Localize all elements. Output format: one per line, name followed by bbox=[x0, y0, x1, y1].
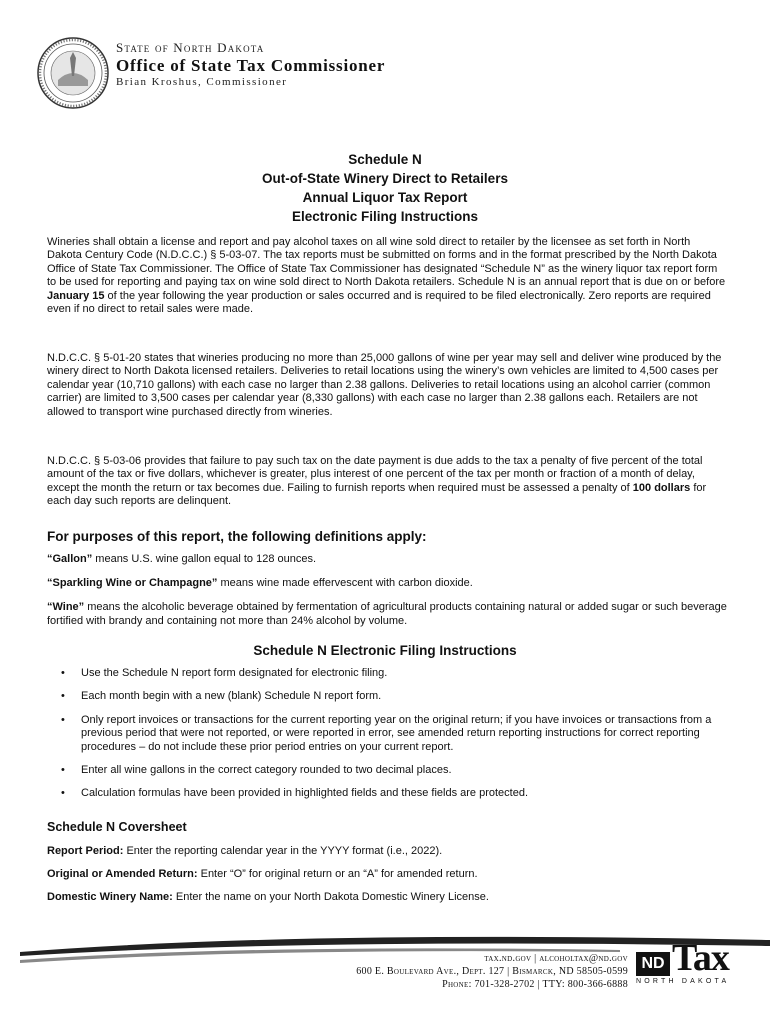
title-line-1: Schedule N bbox=[348, 152, 422, 167]
document-title-block bbox=[0, 150, 770, 226]
definition-gallon: “Gallon” means U.S. wine gallon equal to 128 ounces. bbox=[47, 553, 317, 565]
title-line-4: Electronic Filing Instructions bbox=[291, 209, 479, 224]
intro-paragraph-2: N.D.C.C. § 5-01-20 states that wineries producing no more than 25,000 gallons of wine per year may sell and deliver wine produced by the winery direct to North Dakota licensed retailers. Deliveries to retail locations using the winery’s own vehicles are limited to 4,500 cases per calendar year (10,710 gallons) with each case no larger than 2.38 gallons. Deliveries to retail locations using an alcohol carrier (common carrier) are limited to 3,500 cases per calendar year (8,330 gallons) with each case no larger than 2.38 gallons each. Retailers are not allowed to transport wine purchased directly from wineries. bbox=[47, 352, 722, 418]
coversheet-report-period: Report Period: Enter the reporting calendar year in the YYYY format (i.e., 2022). bbox=[47, 845, 443, 857]
list-item: • Calculation formulas have been provided in highlighted fields and these fields are protected. bbox=[61, 787, 529, 800]
instructions-list bbox=[59, 667, 729, 811]
office-name: Office of State Tax Commissioner bbox=[116, 56, 386, 75]
footer-phone: Phone: 701-328-2702 | TTY: 800-366-6888 bbox=[442, 979, 628, 990]
list-item: • Use the Schedule N report form designated for electronic filing. bbox=[61, 667, 388, 679]
nd-tax-logo bbox=[636, 937, 736, 988]
bullet-icon: • bbox=[61, 690, 65, 703]
footer-contact bbox=[356, 952, 628, 991]
commissioner-name: Brian Kroshus, Commissioner bbox=[116, 76, 288, 88]
list-item: • Enter all wine gallons in the correct category rounded to two decimal places. bbox=[61, 764, 452, 777]
footer-address: 600 E. Boulevard Ave., Dept. 127 | Bismarck, ND 58505-0599 bbox=[356, 966, 628, 977]
instructions-heading: Schedule N Electronic Filing Instructions bbox=[253, 643, 517, 658]
intro-paragraph-1: Wineries shall obtain a license and report and pay alcohol taxes on all wine sold direct to retailer by the licensee as set forth in North Dakota Century Code (N.D.C.C.) § 5-03-07. The tax reports must be submitted on forms and in the format prescribed by the North Dakota Office of State Tax Commissioner. The Office of State Tax Commissioner has designated “Schedule N” as the winery liquor tax report form to be used for reporting and paying tax on wine sold direct to North Dakota retailers. Schedule N is an annual report that is due on or before January 15 of the year following the year production or sales occurred and is required to be filed electronically. Zero reports are required even if no direct to retail sales were made. bbox=[47, 236, 726, 316]
logo-nd-box: ND bbox=[636, 952, 670, 976]
coversheet-heading: Schedule N Coversheet bbox=[47, 820, 187, 834]
state-seal-icon bbox=[36, 36, 110, 110]
definition-wine: “Wine” means the alcoholic beverage obtained by fermentation of agricultural products containing natural or added sugar or such beverage fortified with brandy and containing not more than 24% alcohol by volume. bbox=[47, 601, 727, 627]
bullet-icon: • bbox=[61, 764, 65, 777]
definition-sparkling: “Sparkling Wine or Champagne” means wine made effervescent with carbon dioxide. bbox=[47, 577, 473, 589]
list-item: • Only report invoices or transactions for the current reporting year on the original return; if you have invoices or transactions from a previous period that were not reported, or were reported in error, see amended return reporting instructions for correct reporting procedures – do not include these prior period entries on your current report. bbox=[61, 713, 712, 753]
bullet-icon: • bbox=[61, 787, 65, 800]
title-line-2: Out-of-State Winery Direct to Retailers bbox=[262, 171, 508, 186]
footer-web-email: tax.nd.gov | alcoholtax@nd.gov bbox=[484, 953, 628, 964]
agency-header bbox=[116, 40, 385, 89]
bullet-icon: • bbox=[61, 667, 65, 679]
logo-subtitle: NORTH DAKOTA bbox=[636, 978, 730, 985]
logo-tax-text: Tax bbox=[672, 937, 729, 979]
intro-paragraph-3: N.D.C.C. § 5-03-06 provides that failure to pay such tax on the date payment is due adds to the tax a penalty of five percent of the total amount of the tax or five dollars, whichever is greater, plus interest of one percent of the tax per month or fraction of a month of delay, except the month the return or tax becomes due. Failing to furnish reports when required must be assessed a penalty of 100 dollars for each day such reports are delinquent. bbox=[47, 455, 707, 508]
coversheet-winery-name: Domestic Winery Name: Enter the name on your North Dakota Domestic Winery License. bbox=[47, 891, 489, 903]
definitions-heading: For purposes of this report, the following definitions apply: bbox=[47, 529, 427, 544]
state-name: State of North Dakota bbox=[116, 40, 265, 55]
coversheet-original-amended: Original or Amended Return: Enter “O” for original return or an “A” for amended return. bbox=[47, 868, 478, 880]
list-item: • Each month begin with a new (blank) Schedule N report form. bbox=[61, 690, 382, 703]
title-line-3: Annual Liquor Tax Report bbox=[302, 190, 468, 205]
bullet-icon: • bbox=[61, 713, 65, 726]
